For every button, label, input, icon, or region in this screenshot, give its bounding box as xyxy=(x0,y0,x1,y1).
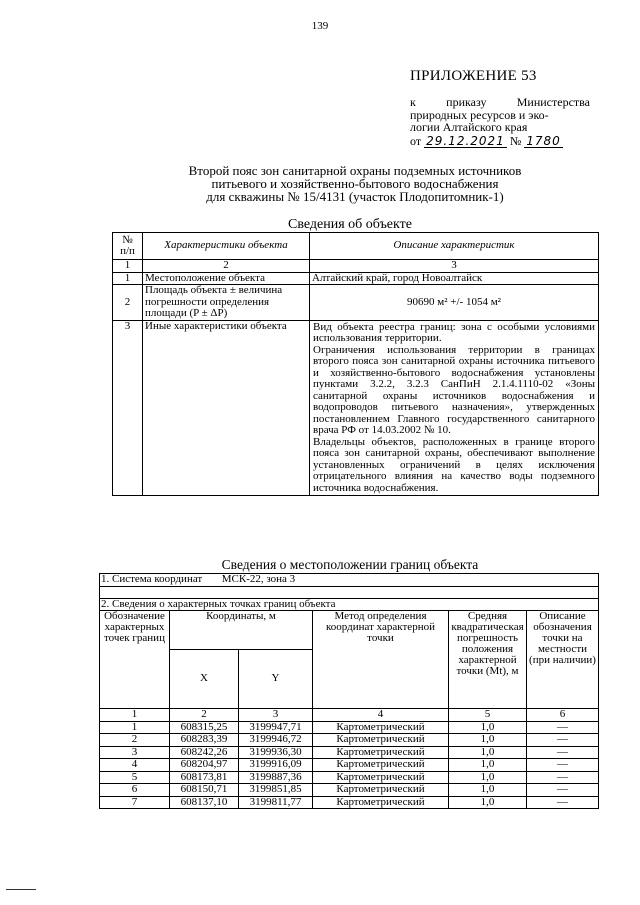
zone-title-line: Второй пояс зон санитарной охраны подземных источников xyxy=(188,163,522,178)
row-num: 1 xyxy=(113,272,143,285)
index-cell: 4 xyxy=(313,709,449,722)
page-number: 139 xyxy=(311,20,329,32)
header-description: Описание характеристик xyxy=(310,233,599,260)
point-x: 608283,39 xyxy=(170,734,239,747)
point-y: 3199887,36 xyxy=(239,771,313,784)
point-mt: 1,0 xyxy=(449,771,527,784)
number-prefix: № xyxy=(509,133,522,148)
zone-title-line: для скважины № 15/4131 (участок Плодопитомник-1) xyxy=(206,189,504,204)
point-number: 3 xyxy=(100,746,170,759)
table-row xyxy=(100,796,599,809)
index-cell: 3 xyxy=(239,709,313,722)
point-x: 608173,81 xyxy=(170,771,239,784)
point-mt: 1,0 xyxy=(449,784,527,797)
header-num: № п/п xyxy=(113,233,143,260)
object-info-table xyxy=(112,232,599,496)
point-description: — xyxy=(527,746,599,759)
bottom-margin-mark xyxy=(6,889,36,890)
index-cell: 2 xyxy=(143,260,310,273)
header-y: Y xyxy=(239,650,313,709)
order-k: к xyxy=(410,95,416,109)
point-description: — xyxy=(527,771,599,784)
row-name: Площадь объекта ± величина погрешности определения площади (P ± ΔP) xyxy=(143,285,310,321)
index-cell: 1 xyxy=(113,260,143,273)
order-ministry: Министерства xyxy=(516,95,590,109)
row-num: 2 xyxy=(113,285,143,321)
point-number: 6 xyxy=(100,784,170,797)
header-coords: Координаты, м xyxy=(170,611,313,650)
row-value: Алтайский край, город Новоалтайск xyxy=(310,272,599,285)
point-mt: 1,0 xyxy=(449,721,527,734)
table-header-row xyxy=(100,611,599,650)
point-y: 3199811,77 xyxy=(239,796,313,809)
header-point-description: Описание обозначения точки на местности (при наличии) xyxy=(527,611,599,709)
point-y: 3199936,30 xyxy=(239,746,313,759)
point-y: 3199851,85 xyxy=(239,784,313,797)
point-x: 608204,97 xyxy=(170,759,239,772)
point-y: 3199946,72 xyxy=(239,734,313,747)
order-word: приказу xyxy=(446,95,487,109)
table-row xyxy=(100,734,599,747)
coord-system-label: 1. Система координат xyxy=(101,573,203,585)
description-paragraph: Вид объекта реестра границ: зона с особыми условиями использования территории. xyxy=(313,320,595,344)
table-index-row xyxy=(100,709,599,722)
row-description xyxy=(310,320,599,496)
header-designation: Обозначение характерных точек границ xyxy=(100,611,170,709)
table-row xyxy=(100,784,599,797)
table-row xyxy=(100,759,599,772)
point-number: 7 xyxy=(100,796,170,809)
point-number: 2 xyxy=(100,734,170,747)
row-name: Местоположение объекта xyxy=(143,272,310,285)
order-reference xyxy=(410,96,590,148)
index-cell: 1 xyxy=(100,709,170,722)
table-row xyxy=(100,771,599,784)
point-description: — xyxy=(527,734,599,747)
points-label: 2. Сведения о характерных точках границ объекта xyxy=(100,598,599,611)
table-row xyxy=(113,272,599,285)
table-row xyxy=(113,320,599,496)
zone-title xyxy=(150,164,560,203)
description-paragraph: Владельцы объектов, расположенных в границе второго пояса зон санитарной охраны, обеспечивают выполнение установленных ограничений в целях исключения отрицательного влияния на качество воды подземного источника водоснабжения. xyxy=(313,435,595,494)
point-mt: 1,0 xyxy=(449,796,527,809)
row-num: 3 xyxy=(113,320,143,496)
coord-system-value: МСК-22, зона 3 xyxy=(221,573,296,585)
header-characteristic: Характеристики объекта xyxy=(143,233,310,260)
boundary-points-table xyxy=(99,573,599,809)
header-error: Средняя квадратическая погрешность положения характерной точки (Mt), м xyxy=(449,611,527,709)
point-method: Картометрический xyxy=(313,796,449,809)
point-description: — xyxy=(527,796,599,809)
point-method: Картометрический xyxy=(313,784,449,797)
order-number: 1780 xyxy=(526,133,561,148)
header-x: X xyxy=(170,650,239,709)
appendix-title: ПРИЛОЖЕНИЕ 53 xyxy=(410,68,537,84)
index-cell: 2 xyxy=(170,709,239,722)
boundary-info-title: Сведения о местоположении границ объекта xyxy=(221,557,479,572)
point-method: Картометрический xyxy=(313,771,449,784)
row-value: 90690 м² +/- 1054 м² xyxy=(310,285,599,321)
point-x: 608150,71 xyxy=(170,784,239,797)
point-x: 608242,26 xyxy=(170,746,239,759)
order-line-2: природных ресурсов и эко- xyxy=(410,107,549,122)
points-label-row xyxy=(100,598,599,611)
point-description: — xyxy=(527,721,599,734)
point-method: Картометрический xyxy=(313,734,449,747)
table-row xyxy=(100,746,599,759)
spacer-cell xyxy=(100,586,599,598)
point-y: 3199916,09 xyxy=(239,759,313,772)
point-number: 1 xyxy=(100,721,170,734)
point-number: 4 xyxy=(100,759,170,772)
order-line-1 xyxy=(410,96,590,109)
point-mt: 1,0 xyxy=(449,734,527,747)
point-y: 3199947,71 xyxy=(239,721,313,734)
point-method: Картометрический xyxy=(313,721,449,734)
order-line-3: логии Алтайского края xyxy=(410,120,528,134)
index-cell: 3 xyxy=(310,260,599,273)
table-row xyxy=(113,285,599,321)
row-name: Иные характеристики объекта xyxy=(143,320,310,496)
order-date-line xyxy=(410,135,590,149)
coord-system-row xyxy=(100,574,599,587)
point-number: 5 xyxy=(100,771,170,784)
order-date: 29.12.2021 xyxy=(426,133,505,148)
point-mt: 1,0 xyxy=(449,746,527,759)
header-method: Метод определения координат характерной точки xyxy=(313,611,449,709)
description-paragraph: Ограничения использования территории в границах второго пояса зон санитарной охраны источника питьевого и хозяйственно-бытового водоснабжения установлены пунктами 3.2.2, 3.2.3 СанПиН 2.1.4.1110-02 «Зоны санитарной охраны источников водоснабжения и водопроводов питьевого назначения», утвержденных постановлением Главного государственного санитарного врача РФ от 14.03.2002 № 10. xyxy=(313,343,595,436)
spacer-row xyxy=(100,586,599,598)
point-mt: 1,0 xyxy=(449,759,527,772)
zone-title-line: питьевого и хозяйственно-бытового водоснабжения xyxy=(211,176,499,191)
point-method: Картометрический xyxy=(313,746,449,759)
table-row xyxy=(100,721,599,734)
point-description: — xyxy=(527,784,599,797)
coord-system-cell xyxy=(100,574,599,587)
table-header-row xyxy=(113,233,599,260)
object-info-title: Сведения об объекте xyxy=(288,217,412,232)
date-prefix: от xyxy=(410,133,422,148)
point-description: — xyxy=(527,759,599,772)
table-index-row xyxy=(113,260,599,273)
index-cell: 5 xyxy=(449,709,527,722)
index-cell: 6 xyxy=(527,709,599,722)
point-x: 608315,25 xyxy=(170,721,239,734)
point-method: Картометрический xyxy=(313,759,449,772)
point-x: 608137,10 xyxy=(170,796,239,809)
